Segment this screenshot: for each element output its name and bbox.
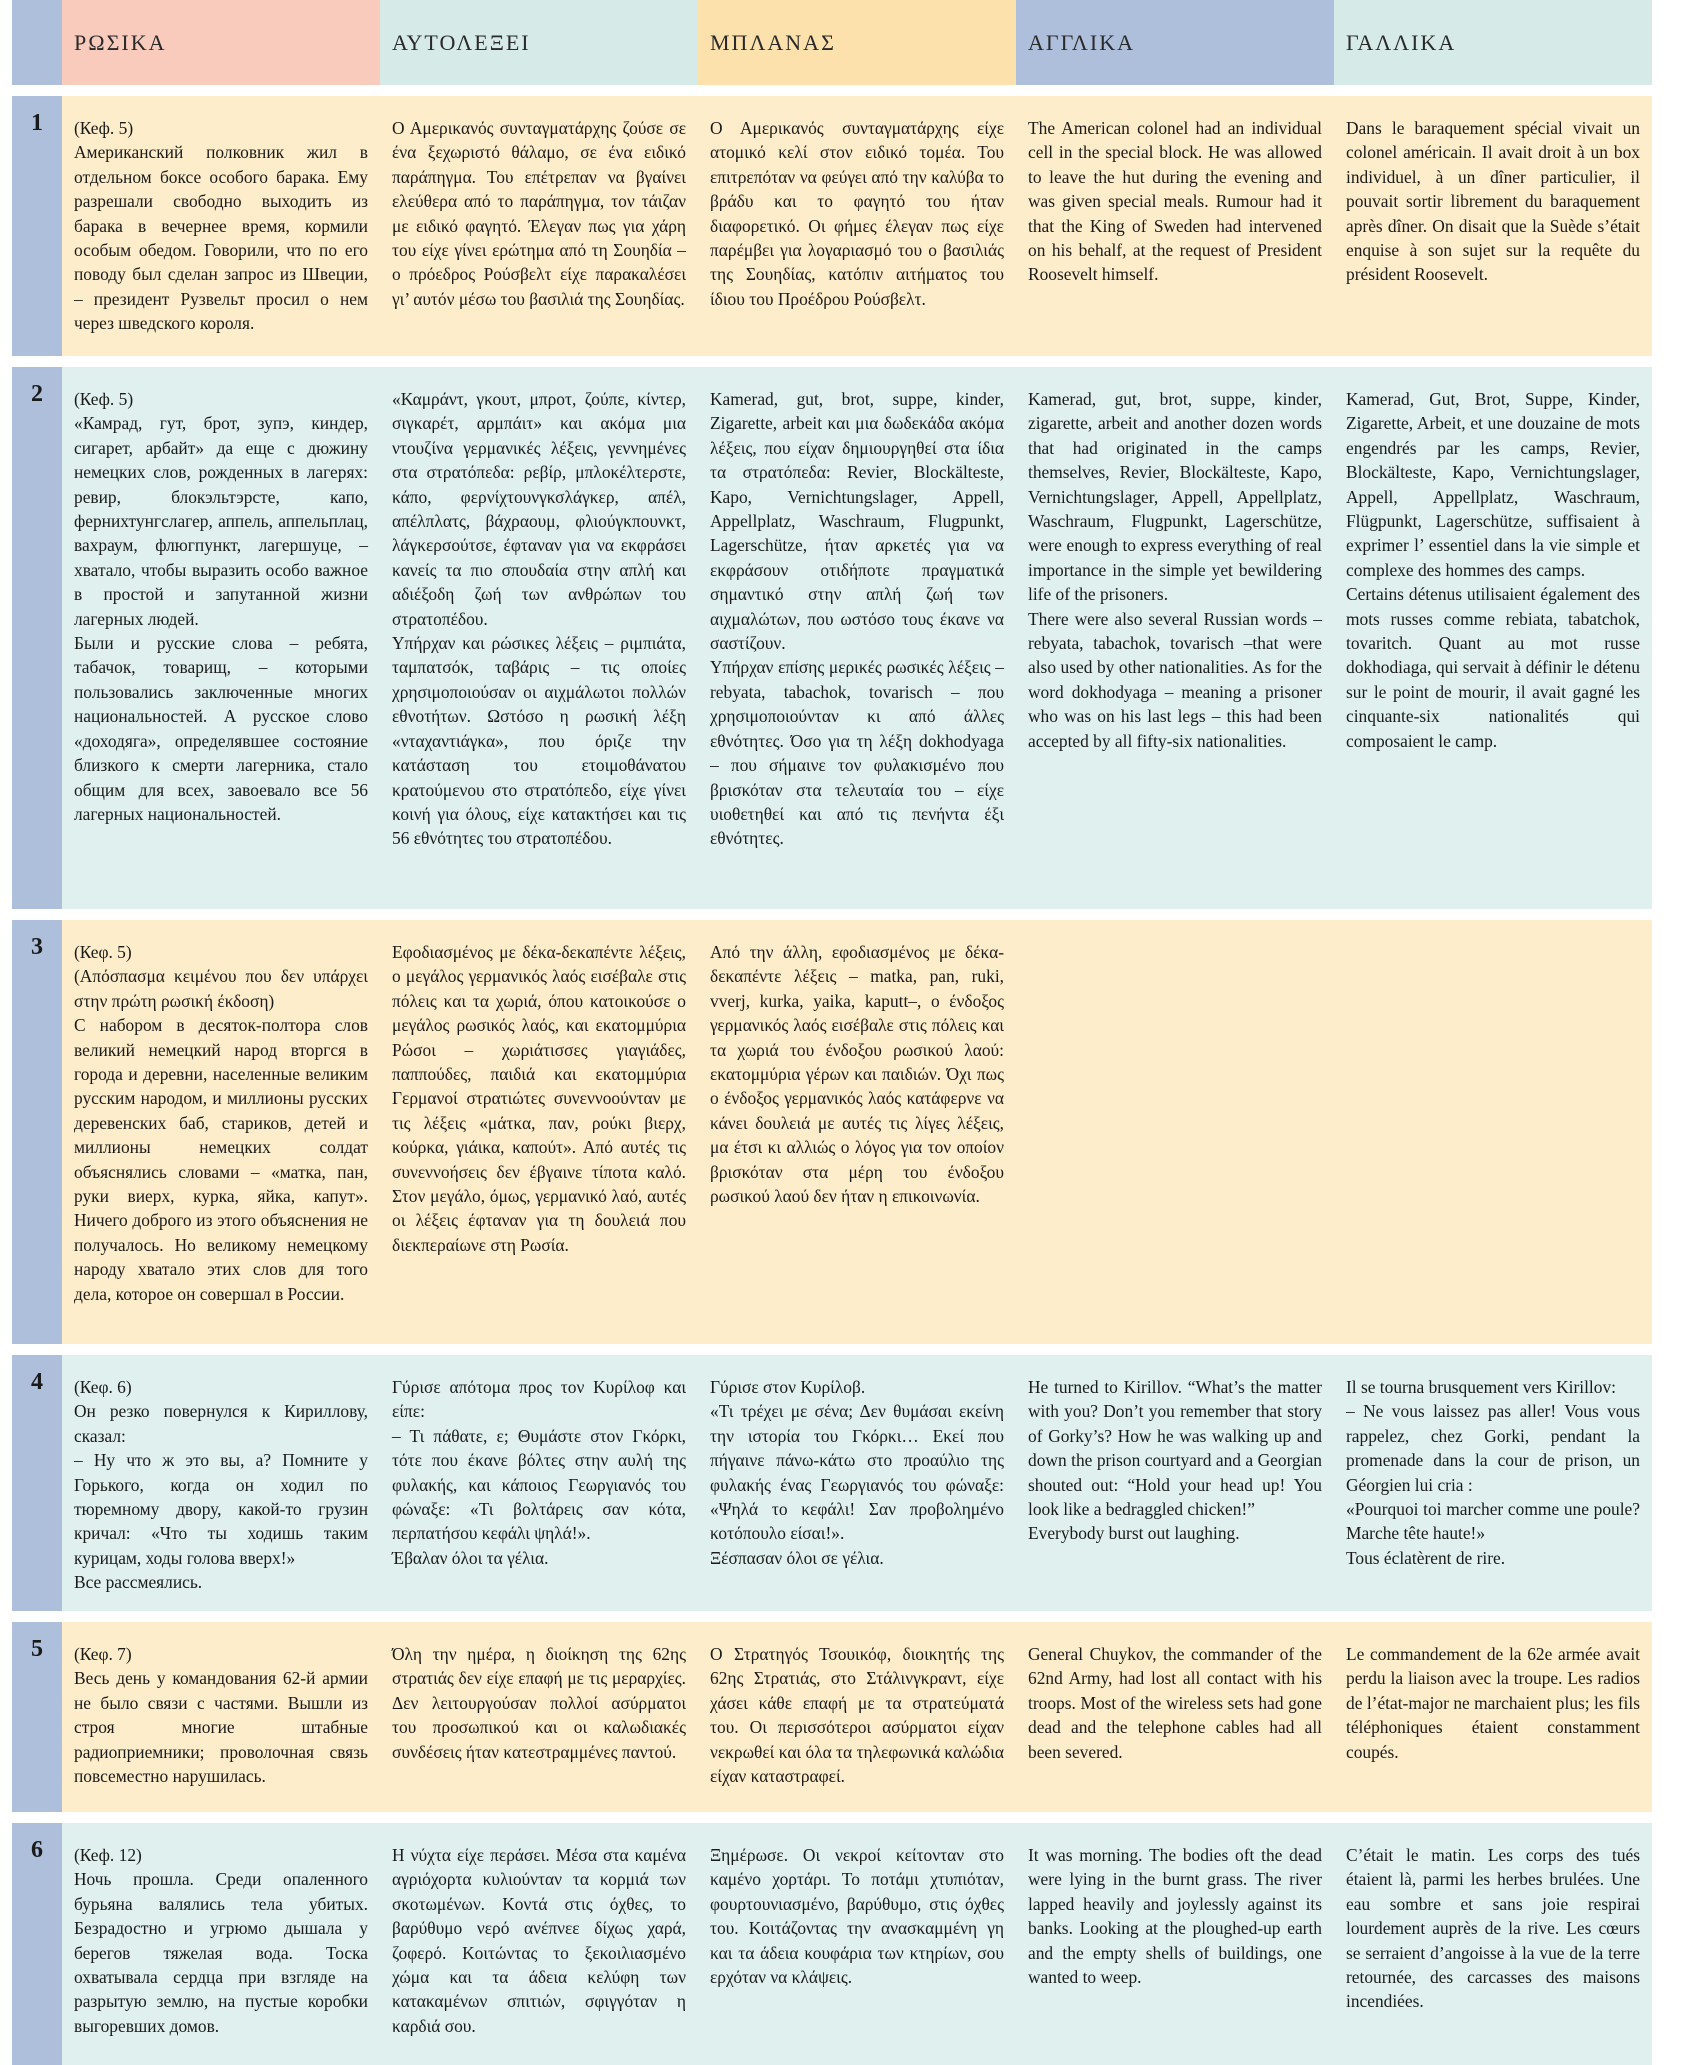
cell-paragraph: Γύρισε απότομα προς τον Κυρίλοφ και είπε: bbox=[392, 1377, 686, 1422]
cell-paragraph: Έβαλαν όλοι τα γέλια. bbox=[392, 1547, 549, 1568]
cell-russian bbox=[62, 1355, 380, 1611]
cell-blanas bbox=[698, 1823, 1016, 2065]
cell-english bbox=[1016, 367, 1334, 909]
cell-literal bbox=[380, 96, 698, 356]
cell-paragraph: Εφοδιασμένος με δέκα-δεκαπέντε λέξεις, ο μεγάλος γερμανικός λαός εισέβαλε στις πόλεις και τα χωριά, όπου κατοικούσε ο μεγάλος ρωσικός λαός, και εκατομμύρια Ρώσοι – χωριάτισσες γιαγιάδες, παππούδες, παιδιά και εκατομμύρια Γερμανοί στρατιώτες συνεννοούνταν με τις λέξεις «μάτκα, παν, ρούκι βιερχ, κούρκα, γιάικα, καπούτ». Από αυτές τις συνεννοήσεις δεν έβγαινε τίποτα καλό. Στον μεγάλο, όμως, γερμανικό λαό, αυτές οι λέξεις έφταναν για τη δουλειά που διεκπεραίωνε στη Ρωσία. bbox=[392, 942, 686, 1255]
cell-blanas bbox=[698, 96, 1016, 356]
cell-paragraph: Kamerad, gut, brot, suppe, kinder, zigarette, arbeit and another dozen words that had originated in the camps themselves, Revier, Blockältestе, Kapo, Vernichtungslager, Appell, Appellplatz, Waschraum, Flugpunkt, Lagerschütze, were enough to express everything of real importance in the simple yet bewildering life of the prisoners. bbox=[1028, 389, 1322, 605]
header-number-cell bbox=[12, 0, 62, 85]
cell-paragraph: Everybody burst out laughing. bbox=[1028, 1523, 1240, 1544]
cell-paragraph: Ξέσπασαν όλοι σε γέλια. bbox=[710, 1547, 884, 1568]
cell-paragraph: Kamerad, Gut, Brot, Suppe, Kinder, Zigarette, Arbeit, et une douzaine de mots engendrés par les camps, Revier, Blockälteste, Kapo, Vernichtungslager, Appell, Appellplatz, Waschraum, Flügpunkt, Lagerschütze, suffisaient à exprimer l’ essentiel dans la vie simple et complexe des hommes des camps. bbox=[1346, 389, 1640, 580]
cell-english bbox=[1016, 1622, 1334, 1812]
cell-literal bbox=[380, 920, 698, 1344]
cell-paragraph: General Chuykov, the commander of the 62nd Army, had lost all contact with his troops. Most of the wireless sets had gone dead and the telephone cables had all been severed. bbox=[1028, 1644, 1322, 1762]
cell-english bbox=[1016, 920, 1334, 1344]
cell-paragraph: Υπήρχαν επίσης μερικές ρωσικές λέξεις – rebyata, tabachok, tovarisch – που χρησιμοποιούνταν κι από άλλες εθνότητες. Όσο για τη λέξη dokhodyaga – που σήμαινε τον φυλακισμένο που βρισκόταν στα τελευταία του – είχε υιοθετηθεί και από τις πενήντα έξι εθνότητες. bbox=[710, 657, 1004, 849]
cell-paragraph: Υπήρχαν και ρώσικες λέξεις – ριμπιάτα, ταμπατσόκ, ταβάρις – τις οποίες χρησιμοποιούσαν οι αιχμάλωτοι πολλών εθνοτήτων. Ωστόσο η ρωσική λέξη «νταχαντιάγκα», που όριζε την κατάσταση του ετοιμοθάνατου κρατούμενου στο στρατόπεδο, είχε γίνει κοινή για όλους, είχε κατακτήσει και τις 56 εθνότητες του στρατοπέδου. bbox=[392, 633, 686, 849]
cell-paragraph: «Pourquoi toi marcher comme une poule? Marche tête haute!» bbox=[1346, 1499, 1640, 1544]
cell-literal bbox=[380, 1355, 698, 1611]
row-number: 6 bbox=[12, 1823, 62, 2065]
cell-russian bbox=[62, 1622, 380, 1812]
header-blanas: ΜΠΛΑΝΑΣ bbox=[698, 0, 1016, 85]
translation-comparison-table bbox=[12, 0, 1652, 2065]
cell-paragraph: – Ne vous laissez pas aller! Vous vous rappelez, chez Gorki, pendant la promenade dans la cour de prison, un Géorgien lui cria : bbox=[1346, 1401, 1640, 1495]
cell-paragraph: (Кеф. 5) bbox=[74, 118, 134, 138]
cell-paragraph: Η νύχτα είχε περάσει. Μέσα στα καμένα αγριόχορτα κυλιούνταν τα κορμιά των σκοτωμένων. Κοντά στις όχθες, το βαρύθυμο νερό ανέπνεε δίχως χαρά, ζοφερό. Κοιτώντας το ξεκοιλιασμένο χώμα και τα άδεια κελύφη των κατακαμένων σπιτιών, σφιγγόταν η καρδιά σου. bbox=[392, 1845, 686, 2036]
header-french: ΓΑΛΛΙΚΑ bbox=[1334, 0, 1652, 85]
cell-paragraph: Ο Αμερικανός συνταγματάρχης ζούσε σε ένα ξεχωριστό θάλαμο, σε ένα ειδικό παράπηγμα. Του επέτρεπαν να βγαίνει ελεύθερα από το παράπηγμα, τον τάιζαν με ειδικό φαγητό. Έλεγαν πως για χάρη του είχε γίνει ερώτημα από τη Σουηδία – ο πρόεδρος Ρούσβελτ είχε παρακαλέσει γι’ αυτόν μέσω του βασιλιά της Σουηδίας. bbox=[392, 118, 686, 309]
header-english: ΑΓΓΛΙΚΑ bbox=[1016, 0, 1334, 85]
cell-paragraph: Certains détenus utilisaient également des mots russes comme rebiata, tabatchok, tovaritch. Quant au mot russe dokhodiaga, qui servait à définir le détenu sur le point de mourir, il avait gagné les cinquante-six nationalités qui composaient le camp. bbox=[1346, 584, 1640, 751]
cell-russian bbox=[62, 96, 380, 356]
cell-paragraph: Kamerad, gut, brot, suppe, kinder, Zigarette, arbeit και μια δωδεκάδα ακόμα λέξεις, που είχαν δημιουργηθεί στα ίδια τα στρατόπεδα: Revier, Blockälteste, Kapo, Vernichtungslager, Appell, Appellplatz, Waschraum, Flugpunkt, Lagerschütze, ήταν αρκετές για να εκφράσουν οτιδήποτε πραγματικά σημαντικό στην απλή ζωή των αιχμαλώτων, που ωστόσο τους έκανε να σαστίζουν. bbox=[710, 389, 1004, 654]
cell-french bbox=[1334, 920, 1652, 1344]
row-number: 2 bbox=[12, 367, 62, 909]
cell-french bbox=[1334, 1823, 1652, 2065]
header-literal: ΑΥΤΟΛΕΞΕΙ bbox=[380, 0, 698, 85]
row-number: 3 bbox=[12, 920, 62, 1344]
cell-russian bbox=[62, 920, 380, 1344]
row-number: 4 bbox=[12, 1355, 62, 1611]
cell-french bbox=[1334, 1622, 1652, 1812]
cell-paragraph: Американский полковник жил в отдельном боксе особого барака. Ему разрешали свободно выходить из барака в вечернее время, кормили особым обедом. Говорили, что по его поводу был сделан запрос из Швеции, – президент Рузвельт просил о нем через шведского короля. bbox=[74, 142, 368, 334]
cell-paragraph: (Кеφ. 5) bbox=[74, 942, 132, 962]
cell-blanas bbox=[698, 367, 1016, 909]
cell-paragraph: (Кеφ. 6) bbox=[74, 1377, 132, 1397]
cell-paragraph: Γύρισε στον Κυρίλοβ. bbox=[710, 1377, 866, 1397]
cell-paragraph: (Кеф. 12) bbox=[74, 1845, 142, 1865]
cell-paragraph: «Τι τρέχει με σένα; Δεν θυμάσαι εκείνη την ιστορία του Γκόρκι… Εκεί που πήγαινε πάνω-κάτω στο προαύλιο της φυλακής ένας Γεωργιανός του φώναξε: «Ψηλά το κεφάλι! Σαν προβολημένο κοτόπουλο είσαι!». bbox=[710, 1401, 1004, 1544]
cell-paragraph: Le commandement de la 62e armée avait perdu la liaison avec la troupe. Les radios de l’état-major ne marchaient plus; les fils téléphoniques étaient constamment coupés. bbox=[1346, 1644, 1640, 1762]
cell-paragraph: The American colonel had an individual cell in the special block. He was allowed to leave the hut during the evening and was given special meals. Rumour had it that the King of Sweden had intervened on his behalf, at the request of President Roosevelt himself. bbox=[1028, 118, 1322, 285]
cell-literal bbox=[380, 1622, 698, 1812]
row-number: 5 bbox=[12, 1622, 62, 1812]
cell-russian bbox=[62, 367, 380, 909]
cell-paragraph: Ξημέρωσε. Οι νεκροί κείτονταν στο καμένο χορτάρι. Το ποτάμι χτυπιόταν, φουρτουνιασμένο, βαρύθυμο, στις όχθες του. Κοιτάζοντας την ανασκαμμένη γη και τα άδεια κουφάρια των κτηρίων, σου ερχόταν να κλάψεις. bbox=[710, 1845, 1004, 1988]
cell-paragraph: Από την άλλη, εφοδιασμένος με δέκα-δεκαπέντε λέξεις – matka, pan, ruki, vverj, kurka, yaika, kaputt–, ο ένδοξος γερμανικός λαός εισέβαλε στις πόλεις και τα χωριά του ένδοξου ρωσικού λαού: εκατομμύρια γέρων και παιδιών. Όχι πως ο ένδοξος γερμανικός λαός κατάφερνε να κάνει δουλειά με αυτές τις λίγες λέξεις, μα έτσι κι αλλιώς ο λόγος για τον οποίον βρισκόταν στα μέρη του ένδοξου ρωσικού λαού δεν ήταν η επικοινωνία. bbox=[710, 942, 1004, 1207]
cell-paragraph: (Кеφ. 7) bbox=[74, 1644, 132, 1664]
cell-paragraph: Были и русские слова – ребята, табачок, товарищ, – которыми пользовались заключенные многих национальностей. А русское слово «доходяга», определявшее состояние близкого к смерти лагерника, стало общим для всех, завоевало все 56 лагерных национальностей. bbox=[74, 633, 368, 824]
header-russian: ΡΩΣΙΚΑ bbox=[62, 0, 380, 85]
row-number: 1 bbox=[12, 96, 62, 356]
cell-paragraph: Il se tourna brusquement vers Kirillov: bbox=[1346, 1377, 1616, 1397]
cell-english bbox=[1016, 1355, 1334, 1611]
cell-paragraph: It was morning. The bodies oft the dead were lying in the burnt grass. The river lapped heavily and joylessly against its banks. Looking at the ploughed-up earth and the empty shells of buildings, one wanted to weep. bbox=[1028, 1845, 1322, 1988]
cell-paragraph: There were also several Russian words – rebyata, tabachok, tovarisch –that were also used by other nationalities. As for the word dokhodyaga – meaning a prisoner who was on his last legs – this had been accepted by all fifty-six nationalities. bbox=[1028, 608, 1322, 751]
cell-paragraph: «Καμράντ, γκουτ, μπροτ, ζούπε, κίντερ, σιγκαρέτ, αρμπάιτ» και ακόμα μια ντουζίνα γερμανικές λέξεις, γεννημένες στα στρατόπεδα: ρεβίρ, μπλοκέλτερστε, κάπο, φερνίχτουνγκσλάγκερ, απέλ, απέλπλατς, βάχραουμ, φλιούγκπουνκτ, λάγκερσούτσε, έφταναν για να εκφράσει κανείς τα πιο σπουδαία στην απλή και αδιέξοδη ζωή των ανθρώπων του στρατοπέδου. bbox=[392, 389, 686, 629]
cell-blanas bbox=[698, 1622, 1016, 1812]
cell-paragraph: «Камрад, гут, брот, зупэ, киндер, сигарет, арбайт» да еще с дюжину немецких слов, рожденных в лагерях: ревир, блокэльтэрсте, капо, фернихтунгслагер, аппель, аппельплац, вахраум, флюгпункт, лагершуце, – хватало, чтобы выразить особо важное в простой и запутанной жизни лагерных людей. bbox=[74, 413, 368, 629]
cell-paragraph: Ο Στρατηγός Τσουικόφ, διοικητής της 62ης Στρατιάς, στο Στάλινγκραντ, είχε χάσει κάθε επαφή με τα στρατεύματά του. Οι περισσότεροι ασύρματοι είχαν νεκρωθεί και όλα τα τηλεφωνικά καλώδια είχαν καταστραφεί. bbox=[710, 1644, 1004, 1787]
cell-paragraph: Все рассмеялись. bbox=[74, 1572, 203, 1593]
cell-english bbox=[1016, 96, 1334, 356]
cell-paragraph: Όλη την ημέρα, η διοίκηση της 62ης στρατιάς δεν είχε επαφή με τις μεραρχίες. Δεν λειτουργούσαν πολλοί ασύρματοι του προσωπικού και οι καλωδιακές συνδέσεις ήταν κατεστραμμένες παντού. bbox=[392, 1644, 686, 1762]
cell-blanas bbox=[698, 920, 1016, 1344]
cell-paragraph: С набором в десяток-полтора слов великий немецкий народ вторгся в города и деревни, населенные великим русским народом, и миллионы русских деревенских баб, стариков, детей и миллионы немецких солдат объяснялись словами – «матка, пан, руки виерх, курка, яйка, капут». Ничего доброго из этого объяснения не получалось. Но великому немецкому народу хватало этих слов для того дела, которое он совершал в России. bbox=[74, 1015, 368, 1304]
cell-paragraph: – Τι πάθατε, ε; Θυμάστε στον Γκόρκι, τότε που έκανε βόλτες στην αυλή της φυλακής, και κάποιος Γεωργιανός του φώναξε: «Τι βολτάρεις σαν κότα, περπατήσου κεφάλι ψηλά!». bbox=[392, 1425, 686, 1544]
cell-paragraph: Ο Αμερικανός συνταγματάρχης είχε ατομικό κελί στον ειδικό τομέα. Του επιτρεπόταν να φεύγει από την καλύβα το βράδυ και το φαγητό του ήταν διαφορετικό. Οι φήμες έλεγαν πως είχε παρέμβει για λογαριασμό του ο βασιλιάς της Σουηδίας, κατόπιν αιτήματος του ίδιου του Προέδρου Ρούσβελτ. bbox=[710, 118, 1004, 309]
cell-french bbox=[1334, 1355, 1652, 1611]
cell-paragraph: Tous éclatèrent de rire. bbox=[1346, 1547, 1506, 1568]
cell-literal bbox=[380, 367, 698, 909]
cell-paragraph: (Απόσπασμα κειμένου που δεν υπάρχει στην πρώτη ρωσική έκδοση) bbox=[74, 966, 368, 1011]
cell-french bbox=[1334, 96, 1652, 356]
cell-paragraph: Весь день у командования 62-й армии не было связи с частями. Вышли из строя многие штабные радиоприемники; проволочная связь повсеместно нарушилась. bbox=[74, 1668, 368, 1787]
cell-paragraph: He turned to Kirillov. “What’s the matter with you? Don’t you remember that story of Gorky’s? How he was walking up and down the prison courtyard and a Georgian shouted out: “Hold your head up! You look like a bedraggled chicken!” bbox=[1028, 1377, 1322, 1520]
cell-russian bbox=[62, 1823, 380, 2065]
cell-english bbox=[1016, 1823, 1334, 2065]
cell-paragraph: (Кеф. 5) bbox=[74, 389, 134, 409]
cell-literal bbox=[380, 1823, 698, 2065]
cell-blanas bbox=[698, 1355, 1016, 1611]
cell-paragraph: Он резко повернулся к Кириллову, сказал: bbox=[74, 1401, 368, 1446]
cell-paragraph: C’était le matin. Les corps des tués étaient là, parmi les herbes brulées. Une eau sombre et sans joie respirai lourdement auprès de la rive. Les cœurs se serraient d’angoisse à la vue de la terre retournée, des carcasses des maisons incendiées. bbox=[1346, 1845, 1640, 2012]
cell-paragraph: Ночь прошла. Среди опаленного бурьяна валялись тела убитых. Безрадостно и угрюмо дышала у берегов тяжелая вода. Тоска охватывала сердца при взгляде на разрытую землю, на пустые коробки выгоревших домов. bbox=[74, 1869, 368, 2036]
cell-french bbox=[1334, 367, 1652, 909]
cell-paragraph: – Ну что ж это вы, а? Помните у Горького, когда он ходил по тюремному двору, какой-то грузин кричал: «Что ты ходишь таким курицам, ходы голова вверх!» bbox=[74, 1450, 368, 1568]
cell-paragraph: Dans le baraquement spécial vivait un colonel américain. Il avait droit à un box individuel, à un dîner particulier, il pouvait sortir librement du baraquement après dîner. On disait que la Suède s’était enquise à son sujet sur la requête du président Roosevelt. bbox=[1346, 118, 1640, 285]
